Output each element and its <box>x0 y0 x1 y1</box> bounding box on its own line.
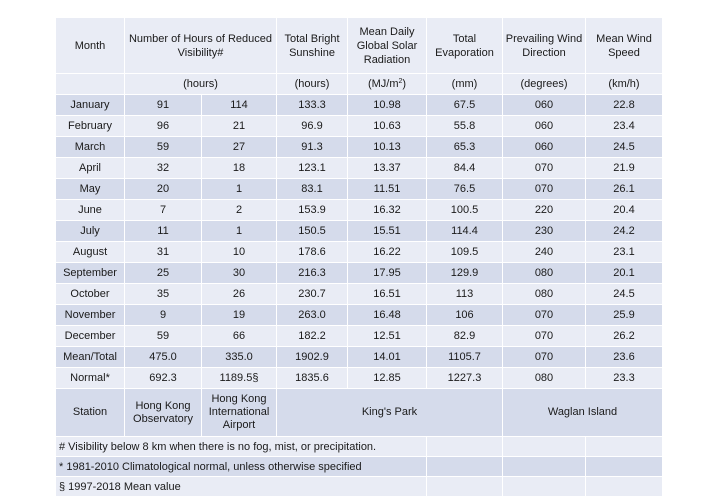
header-row <box>56 18 663 74</box>
station-row <box>56 389 663 437</box>
cell-airport-visibility: 10 <box>202 242 277 263</box>
table-row <box>56 242 663 263</box>
cell-wind-direction: 060 <box>503 116 586 137</box>
cell-wind-direction: 230 <box>503 221 586 242</box>
cell-evaporation: 114.4 <box>427 221 503 242</box>
cell-airport-visibility: 1 <box>202 179 277 200</box>
cell-sunshine: 216.3 <box>277 263 348 284</box>
cell-radiation: 13.37 <box>348 158 427 179</box>
table-row <box>56 95 663 116</box>
cell-month: June <box>56 200 125 221</box>
cell-sunshine: 153.9 <box>277 200 348 221</box>
cell-sunshine: 1902.9 <box>277 347 348 368</box>
cell-radiation: 16.48 <box>348 305 427 326</box>
cell-radiation: 16.32 <box>348 200 427 221</box>
cell-evaporation: 1227.3 <box>427 368 503 389</box>
note-normal: * 1981-2010 Climatological normal, unless otherwise specified <box>56 457 427 477</box>
cell-sunshine: 178.6 <box>277 242 348 263</box>
cell-month: July <box>56 221 125 242</box>
cell-wind-speed: 23.3 <box>586 368 663 389</box>
cell-airport-visibility: 26 <box>202 284 277 305</box>
cell-radiation: 15.51 <box>348 221 427 242</box>
cell-sunshine: 150.5 <box>277 221 348 242</box>
units-evaporation: (mm) <box>427 74 503 95</box>
cell-radiation: 12.85 <box>348 368 427 389</box>
cell-hko-visibility: 25 <box>125 263 202 284</box>
table-row <box>56 305 663 326</box>
cell-sunshine: 91.3 <box>277 137 348 158</box>
cell-evaporation: 113 <box>427 284 503 305</box>
cell-wind-direction: 080 <box>503 368 586 389</box>
note-empty-cell <box>586 437 663 457</box>
units-radiation-text: (MJ/m <box>367 78 399 90</box>
cell-radiation: 16.22 <box>348 242 427 263</box>
cell-airport-visibility: 21 <box>202 116 277 137</box>
cell-wind-direction: 080 <box>503 284 586 305</box>
note-row <box>56 477 663 497</box>
table-row <box>56 221 663 242</box>
cell-month: April <box>56 158 125 179</box>
cell-airport-visibility: 19 <box>202 305 277 326</box>
station-airport: Hong Kong International Airport <box>202 389 277 437</box>
header-wind-speed: Mean Wind Speed <box>586 18 663 74</box>
note-empty-cell <box>586 457 663 477</box>
cell-hko-visibility: 475.0 <box>125 347 202 368</box>
cell-airport-visibility: 30 <box>202 263 277 284</box>
cell-airport-visibility: 1 <box>202 221 277 242</box>
cell-hko-visibility: 32 <box>125 158 202 179</box>
cell-wind-direction: 070 <box>503 158 586 179</box>
cell-evaporation: 129.9 <box>427 263 503 284</box>
header-solar-radiation: Mean Daily Global Solar Radiation <box>348 18 427 74</box>
cell-radiation: 10.63 <box>348 116 427 137</box>
units-month <box>56 74 125 95</box>
note-row <box>56 457 663 477</box>
cell-wind-speed: 20.1 <box>586 263 663 284</box>
cell-hko-visibility: 20 <box>125 179 202 200</box>
cell-month: February <box>56 116 125 137</box>
cell-evaporation: 1105.7 <box>427 347 503 368</box>
cell-radiation: 16.51 <box>348 284 427 305</box>
cell-evaporation: 109.5 <box>427 242 503 263</box>
table-row <box>56 137 663 158</box>
station-label: Station <box>56 389 125 437</box>
cell-month: August <box>56 242 125 263</box>
cell-hko-visibility: 35 <box>125 284 202 305</box>
cell-sunshine: 230.7 <box>277 284 348 305</box>
cell-evaporation: 82.9 <box>427 326 503 347</box>
cell-wind-direction: 070 <box>503 305 586 326</box>
cell-month: October <box>56 284 125 305</box>
cell-sunshine: 1835.6 <box>277 368 348 389</box>
cell-month: January <box>56 95 125 116</box>
cell-wind-direction: 240 <box>503 242 586 263</box>
cell-sunshine: 133.3 <box>277 95 348 116</box>
cell-evaporation: 76.5 <box>427 179 503 200</box>
cell-wind-speed: 25.9 <box>586 305 663 326</box>
cell-hko-visibility: 7 <box>125 200 202 221</box>
cell-hko-visibility: 11 <box>125 221 202 242</box>
cell-wind-direction: 070 <box>503 326 586 347</box>
note-empty-cell <box>427 477 503 497</box>
cell-wind-direction: 060 <box>503 137 586 158</box>
units-direction: (degrees) <box>503 74 586 95</box>
cell-radiation: 10.13 <box>348 137 427 158</box>
cell-hko-visibility: 91 <box>125 95 202 116</box>
cell-hko-visibility: 59 <box>125 137 202 158</box>
cell-evaporation: 100.5 <box>427 200 503 221</box>
cell-wind-speed: 22.8 <box>586 95 663 116</box>
cell-sunshine: 263.0 <box>277 305 348 326</box>
cell-hko-visibility: 31 <box>125 242 202 263</box>
cell-hko-visibility: 9 <box>125 305 202 326</box>
note-empty-cell <box>503 457 586 477</box>
cell-wind-direction: 070 <box>503 179 586 200</box>
cell-radiation: 17.95 <box>348 263 427 284</box>
table-row <box>56 263 663 284</box>
cell-airport-visibility: 18 <box>202 158 277 179</box>
note-empty-cell <box>503 477 586 497</box>
cell-wind-direction: 220 <box>503 200 586 221</box>
cell-wind-speed: 24.5 <box>586 137 663 158</box>
table-row <box>56 158 663 179</box>
cell-sunshine: 83.1 <box>277 179 348 200</box>
cell-month: Mean/Total <box>56 347 125 368</box>
cell-wind-direction: 070 <box>503 347 586 368</box>
table-row <box>56 284 663 305</box>
cell-evaporation: 106 <box>427 305 503 326</box>
cell-month: September <box>56 263 125 284</box>
cell-wind-speed: 24.5 <box>586 284 663 305</box>
cell-radiation: 12.51 <box>348 326 427 347</box>
cell-wind-direction: 060 <box>503 95 586 116</box>
cell-month: March <box>56 137 125 158</box>
cell-airport-visibility: 335.0 <box>202 347 277 368</box>
cell-hko-visibility: 96 <box>125 116 202 137</box>
cell-month: May <box>56 179 125 200</box>
cell-radiation: 10.98 <box>348 95 427 116</box>
header-sunshine: Total Bright Sunshine <box>277 18 348 74</box>
cell-wind-speed: 21.9 <box>586 158 663 179</box>
units-sunshine: (hours) <box>277 74 348 95</box>
cell-month: Normal* <box>56 368 125 389</box>
station-hko: Hong Kong Observatory <box>125 389 202 437</box>
note-empty-cell <box>503 437 586 457</box>
cell-wind-speed: 23.4 <box>586 116 663 137</box>
cell-evaporation: 84.4 <box>427 158 503 179</box>
note-empty-cell <box>427 457 503 477</box>
note-empty-cell <box>427 437 503 457</box>
units-radiation-exponent: 2 <box>398 78 403 85</box>
table-row <box>56 347 663 368</box>
units-row <box>56 74 663 95</box>
units-speed: (km/h) <box>586 74 663 95</box>
cell-wind-speed: 26.2 <box>586 326 663 347</box>
table-row <box>56 368 663 389</box>
units-radiation-close: ) <box>402 78 407 90</box>
cell-airport-visibility: 2 <box>202 200 277 221</box>
note-empty-cell <box>586 477 663 497</box>
station-waglan: Waglan Island <box>503 389 663 437</box>
cell-radiation: 14.01 <box>348 347 427 368</box>
table-row <box>56 200 663 221</box>
cell-evaporation: 65.3 <box>427 137 503 158</box>
header-hours-reduced-visibility: Number of Hours of Reduced Visibility# <box>125 18 277 74</box>
cell-radiation: 11.51 <box>348 179 427 200</box>
cell-wind-speed: 24.2 <box>586 221 663 242</box>
cell-airport-visibility: 114 <box>202 95 277 116</box>
note-visibility: # Visibility below 8 km when there is no fog, mist, or precipitation. <box>56 437 427 457</box>
table-row <box>56 326 663 347</box>
cell-evaporation: 55.8 <box>427 116 503 137</box>
cell-airport-visibility: 66 <box>202 326 277 347</box>
cell-hko-visibility: 692.3 <box>125 368 202 389</box>
header-month: Month <box>56 18 125 74</box>
cell-month: December <box>56 326 125 347</box>
table-row <box>56 179 663 200</box>
cell-airport-visibility: 27 <box>202 137 277 158</box>
units-visibility: (hours) <box>125 74 277 95</box>
cell-sunshine: 96.9 <box>277 116 348 137</box>
cell-month: November <box>56 305 125 326</box>
note-row <box>56 437 663 457</box>
cell-sunshine: 182.2 <box>277 326 348 347</box>
cell-wind-speed: 23.6 <box>586 347 663 368</box>
header-wind-direction: Prevailing Wind Direction <box>503 18 586 74</box>
cell-wind-speed: 23.1 <box>586 242 663 263</box>
climate-table <box>55 17 663 497</box>
cell-wind-speed: 26.1 <box>586 179 663 200</box>
cell-evaporation: 67.5 <box>427 95 503 116</box>
table-row <box>56 116 663 137</box>
header-evaporation: Total Evaporation <box>427 18 503 74</box>
cell-wind-speed: 20.4 <box>586 200 663 221</box>
cell-hko-visibility: 59 <box>125 326 202 347</box>
note-mean-value: § 1997-2018 Mean value <box>56 477 427 497</box>
station-kings-park: King's Park <box>277 389 503 437</box>
cell-wind-direction: 080 <box>503 263 586 284</box>
units-radiation <box>348 74 427 95</box>
cell-sunshine: 123.1 <box>277 158 348 179</box>
cell-airport-visibility: 1189.5§ <box>202 368 277 389</box>
